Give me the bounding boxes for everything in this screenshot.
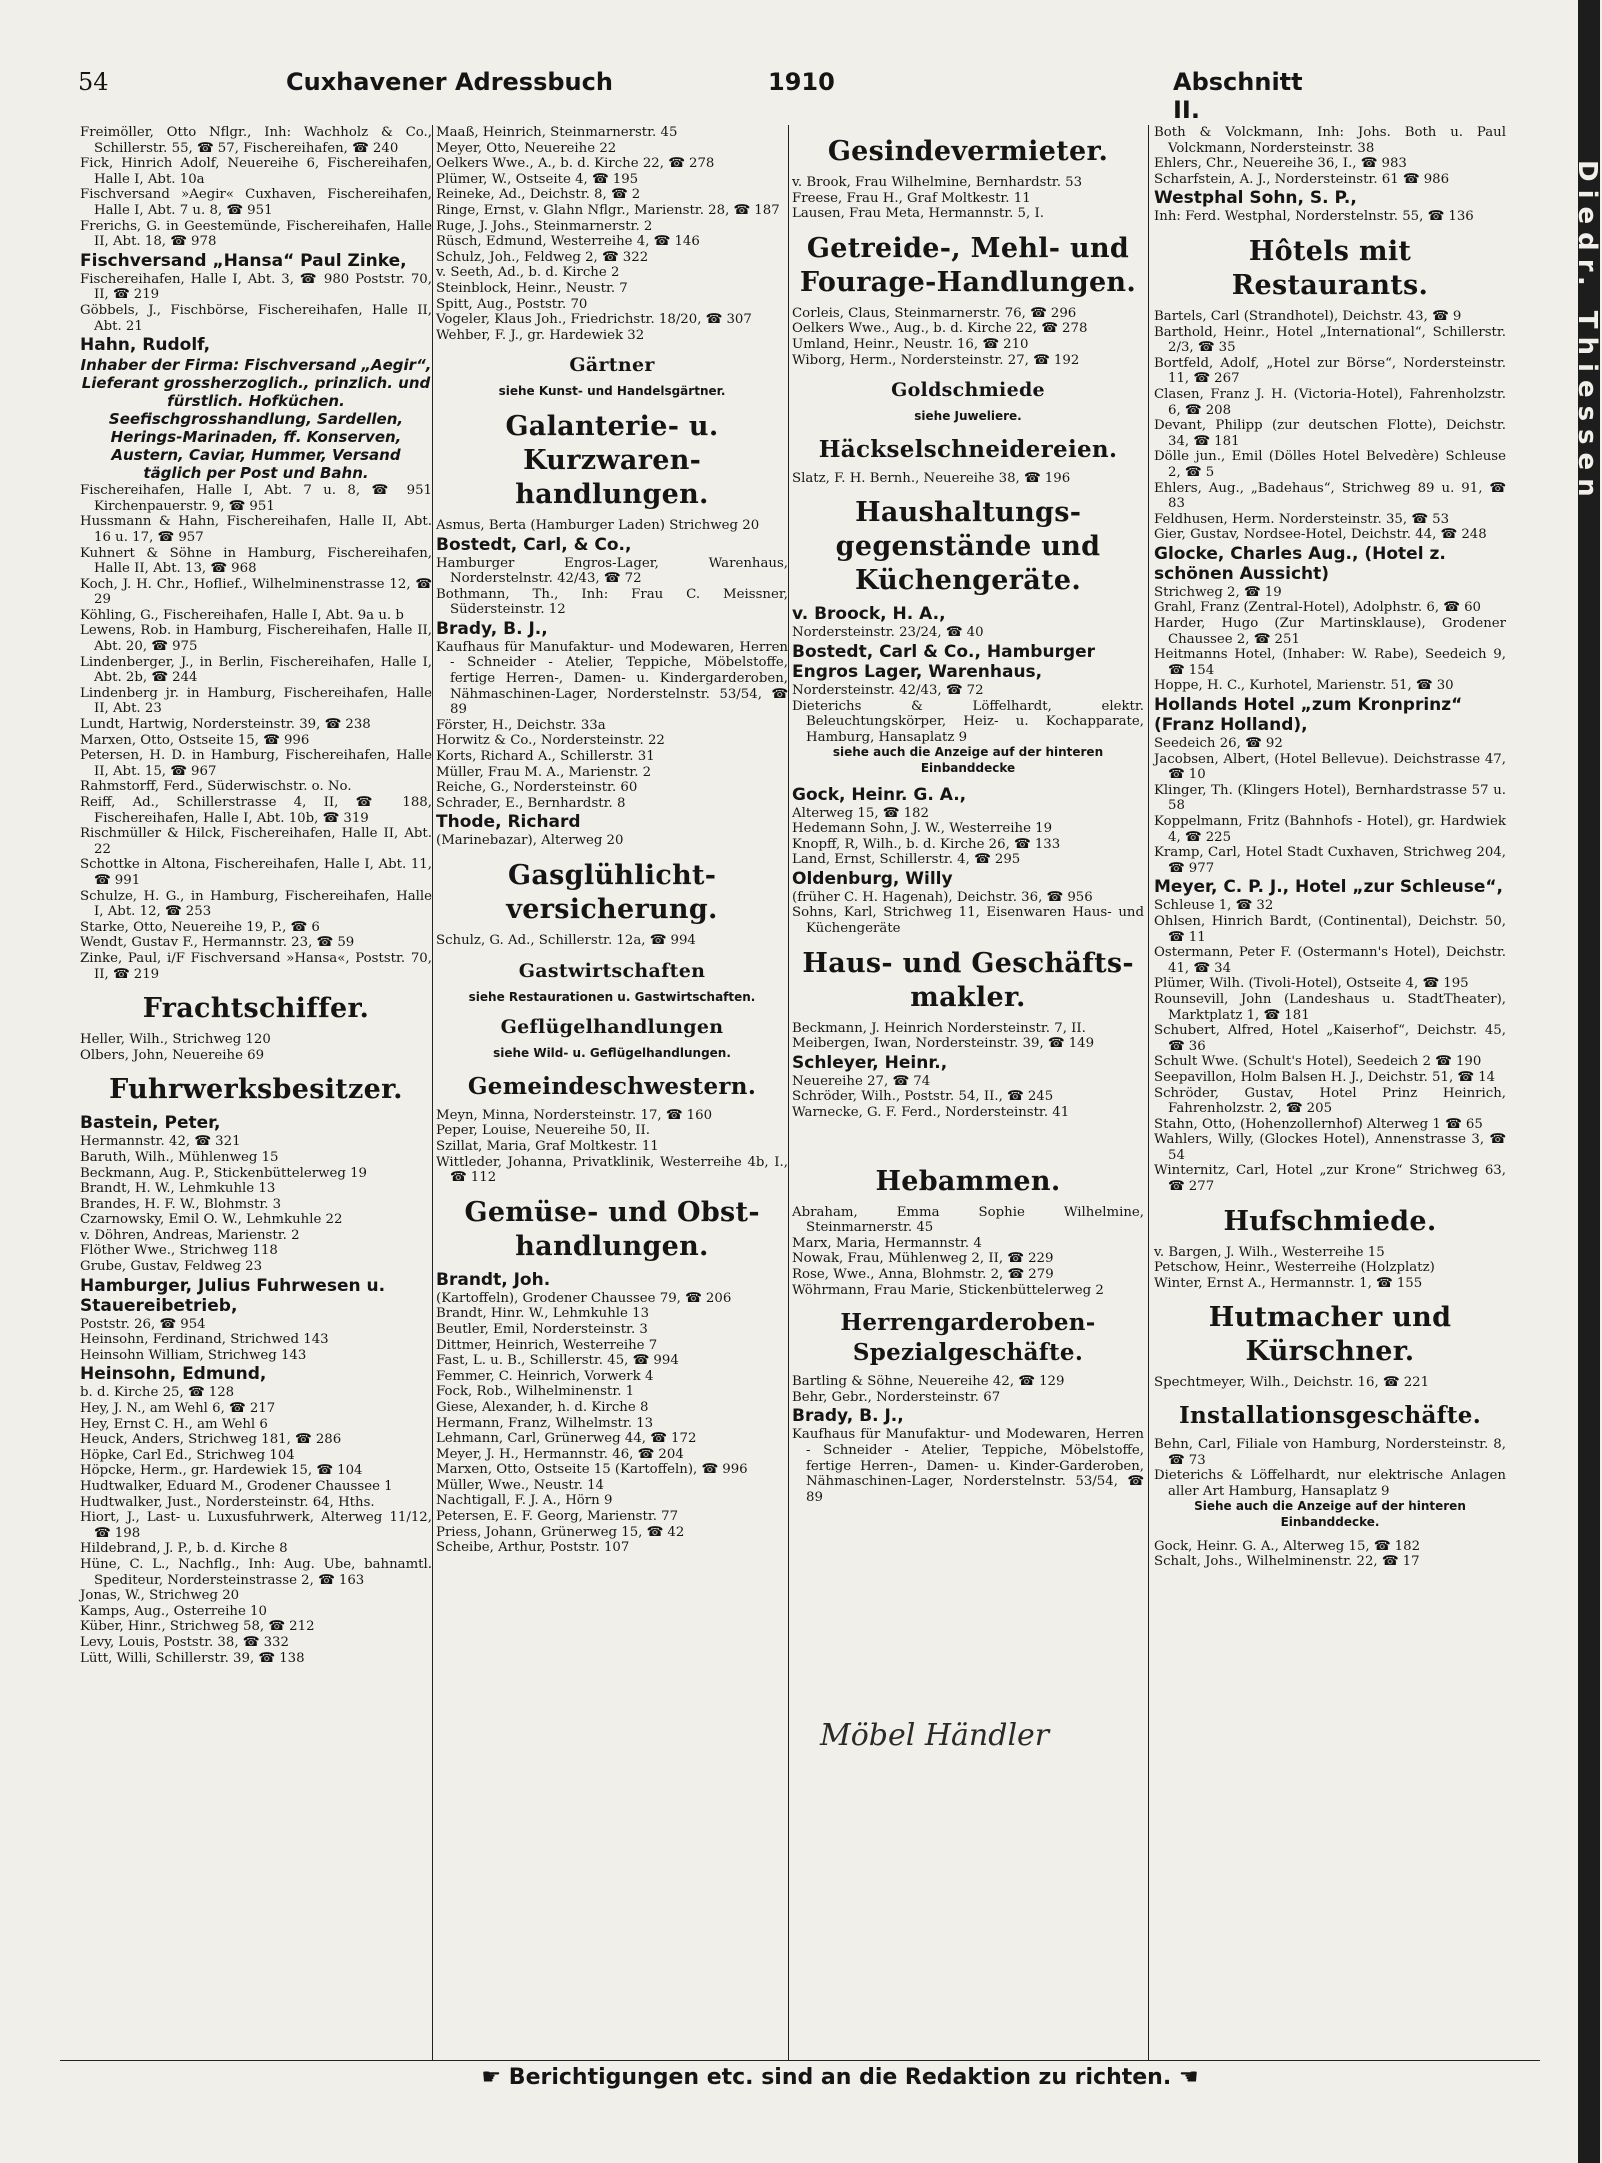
section-heading: Hebammen.: [875, 1165, 1061, 1197]
directory-entry: Müller, Frau M. A., Marienstr. 2: [436, 764, 652, 780]
featured-entry: Brady, B. J.,: [436, 618, 548, 639]
directory-entry: Hoppe, H. C., Kurhotel, Marienstr. 51, ☎ 30: [1154, 678, 1454, 694]
directory-entry: Kramp, Carl, Hotel Stadt Cuxhaven, Strichweg 204, ☎ 977: [1154, 845, 1506, 876]
directory-entry: Behr, Gebr., Nordersteinstr. 67: [792, 1389, 1001, 1405]
directory-entry: Barthold, Heinr., Hotel „International“, Schillerstr. 2/3, ☎ 35: [1154, 324, 1506, 356]
directory-entry: Schulz, G. Ad., Schillerstr. 12a, ☎ 994: [436, 933, 696, 948]
featured-entry: Gock, Heinr. G. A.,: [792, 784, 967, 805]
directory-entry: Marxen, Otto, Ostseite 15 (Kartoffeln), ☎ 996: [436, 1462, 748, 1478]
directory-entry: Ruge, J. Johs., Steinmarnerstr. 2: [436, 218, 653, 234]
section-heading: Gasglühlichtversicherung.: [506, 860, 718, 925]
directory-entry: Heitmanns Hotel, (Inhaber: W. Rabe), Seedeich 9, ☎ 154: [1154, 647, 1506, 678]
directory-entry: Winternitz, Carl, Hotel „zur Krone“ Strichweg 63, ☎ 277: [1154, 1163, 1506, 1195]
featured-entry: Schleyer, Heinr.,: [792, 1052, 948, 1073]
directory-entry: Meyn, Minna, Nordersteinstr. 17, ☎ 160: [436, 1107, 713, 1123]
directory-entry: Lehmann, Carl, Grünerweg 44, ☎ 172: [436, 1431, 697, 1447]
column-4: [1154, 125, 1506, 2060]
directory-entry: Meyer, J. H., Hermannstr. 46, ☎ 204: [436, 1446, 684, 1462]
section-heading: Haushaltungsgegenstände und Küchengeräte.: [835, 497, 1101, 597]
directory-entry: Scharfstein, A. J., Nordersteinstr. 61 ☎ 986: [1154, 171, 1450, 187]
directory-entry: Schröder, Gustav, Hotel Prinz Heinrich, Fahrenholzstr. 2, ☎ 205: [1154, 1085, 1506, 1117]
directory-entry: Beckmann, Aug. P., Stickenbüttelerweg 19: [80, 1165, 367, 1181]
section-heading: Hufschmiede.: [1223, 1205, 1437, 1237]
directory-entry: Oelkers Wwe., A., b. d. Kirche 22, ☎ 278: [436, 156, 715, 172]
page-header: [78, 68, 1303, 124]
directory-entry: Küber, Hinr., Strichweg 58, ☎ 212: [80, 1619, 315, 1635]
directory-entry: Lewens, Rob. in Hamburg, Fischereihafen, Halle II, Abt. 20, ☎ 975: [80, 623, 432, 655]
directory-entry: Winter, Ernst A., Hermannstr. 1, ☎ 155: [1154, 1275, 1423, 1291]
directory-entry: Szillat, Maria, Graf Moltkestr. 11: [436, 1138, 659, 1154]
directory-entry: Schleuse 1, ☎ 32: [1154, 898, 1274, 914]
directory-entry: Wehber, F. J., gr. Hardewiek 32: [436, 327, 645, 343]
directory-entry: Gock, Heinr. G. A., Alterweg 15, ☎ 182: [1154, 1538, 1421, 1554]
directory-entry: Freimöller, Otto Nflgr., Inh: Wachholz & Co., Schillerstr. 55, ☎ 57, Fischereihafen, ☎ 240: [80, 125, 432, 156]
directory-entry: Asmus, Berta (Hamburger Laden) Strichweg 20: [436, 517, 760, 533]
directory-entry: Lundt, Hartwig, Nordersteinstr. 39, ☎ 238: [80, 717, 371, 733]
section-heading: Hutmacher und Kürschner.: [1208, 1302, 1452, 1368]
directory-entry: Lindenberger, J., in Berlin, Fischereihafen, Halle I, Abt. 2b, ☎ 244: [80, 654, 432, 686]
directory-entry: Nowak, Frau, Mühlenweg 2, II, ☎ 229: [792, 1251, 1054, 1267]
directory-entry: Marxen, Otto, Ostseite 15, ☎ 996: [80, 732, 310, 748]
featured-entry: Hollands Hotel „zum Kronprinz“ (Franz Holland),: [1154, 695, 1463, 736]
directory-entry: Ehlers, Chr., Neuereihe 36, I., ☎ 983: [1154, 156, 1407, 172]
spacer: [792, 1121, 1144, 1155]
directory-entry: Bartels, Carl (Strandhotel), Deichstr. 43, ☎ 9: [1154, 308, 1462, 324]
directory-entry: Brandt, H. W., Lehmkuhle 13: [80, 1181, 276, 1197]
section-heading: Fuhrwerksbesitzer.: [109, 1074, 403, 1106]
directory-entry: Grahl, Franz (Zentral-Hotel), Adolphstr. 6, ☎ 60: [1154, 600, 1482, 616]
directory-entry: Hudtwalker, Just., Nordersteinstr. 64, Hths.: [80, 1494, 375, 1510]
directory-entry: Czarnowsky, Emil O. W., Lehmkuhle 22: [80, 1212, 343, 1228]
directory-entry: Strichweg 2, ☎ 19: [1154, 584, 1282, 600]
directory-entry: Schubert, Alfred, Hotel „Kaiserhof“, Deichstr. 45, ☎ 36: [1154, 1023, 1506, 1054]
footer-text: Berichtigungen etc. sind an die Redaktion zu richten.: [508, 2065, 1172, 2090]
cross-reference: siehe Wild- u. Geflügelhandlungen.: [493, 1046, 731, 1061]
directory-entry: Dölle jun., Emil (Dölles Hotel Belvedère) Schleuse 2, ☎ 5: [1154, 449, 1506, 480]
directory-entry: Zinke, Paul, i/F Fischversand »Hansa«, Poststr. 70, II, ☎ 219: [80, 950, 432, 982]
directory-entry: Bothmann, Th., Inh: Frau C. Meissner, Südersteinstr. 12: [436, 586, 788, 618]
featured-entry: Fischversand „Hansa“ Paul Zinke,: [80, 250, 407, 271]
directory-entry: Dittmer, Heinrich, Westerreihe 7: [436, 1337, 658, 1353]
featured-entry: Hahn, Rudolf,: [80, 335, 211, 356]
directory-entry: Klinger, Th. (Klingers Hotel), Bernhardstrasse 57 u. 58: [1154, 782, 1506, 814]
section-heading: Gärtner: [569, 354, 655, 377]
directory-entry: Wittleder, Johanna, Privatklinik, Westerreihe 4b, I., ☎ 112: [436, 1154, 788, 1186]
section-heading: Häckselschneidereien.: [818, 435, 1118, 463]
directory-entry: Corleis, Claus, Steinmarnerstr. 76, ☎ 296: [792, 305, 1077, 321]
directory-entry: Umland, Heinr., Neustr. 16, ☎ 210: [792, 336, 1029, 352]
directory-entry: Hey, Ernst C. H., am Wehl 6: [80, 1416, 268, 1432]
directory-entry: Heller, Wilh., Strichweg 120: [80, 1032, 271, 1048]
directory-entry: Beutler, Emil, Nordersteinstr. 3: [436, 1321, 648, 1337]
directory-entry: Scheibe, Arthur, Poststr. 107: [436, 1540, 630, 1556]
directory-entry: Slatz, F. H. Bernh., Neuereihe 38, ☎ 196: [792, 470, 1071, 486]
featured-entry: Bostedt, Carl & Co., Hamburger Engros Lager, Warenhaus,: [792, 641, 1096, 682]
directory-entry: Kamps, Aug., Osterreihe 10: [80, 1603, 267, 1619]
featured-entry: Glocke, Charles Aug., (Hotel z. schönen Aussicht): [1154, 543, 1446, 584]
directory-entry: Hiort, J., Last- u. Luxusfuhrwerk, Alterweg 11/12, ☎ 198: [80, 1510, 432, 1541]
directory-entry: Olbers, John, Neuereihe 69: [80, 1047, 265, 1063]
directory-entry: Hey, J. N., am Wehl 6, ☎ 217: [80, 1401, 276, 1417]
directory-entry: Ehlers, Aug., „Badehaus“, Strichweg 89 u. 91, ☎ 83: [1154, 480, 1506, 512]
directory-entry: Ohlsen, Hinrich Bardt, (Continental), Deichstr. 50, ☎ 11: [1154, 913, 1506, 945]
directory-entry: Baruth, Wilh., Mühlenweg 15: [80, 1149, 279, 1165]
directory-entry: Fischereihafen, Halle I, Abt. 7 u. 8, ☎ 951 Kirchenpauerstr. 9, ☎ 951: [80, 483, 432, 514]
edge-text: Diedr. Thiessen: [1572, 160, 1602, 505]
directory-entry: Lindenberg jr. in Hamburg, Fischereihafen, Halle II, Abt. 23: [80, 685, 432, 717]
directory-entry: Knopff, R, Wilh., b. d. Kirche 26, ☎ 133: [792, 836, 1061, 852]
directory-entry: Steinblock, Heinr., Neustr. 7: [436, 280, 628, 296]
directory-entry: Gier, Gustav, Nordsee-Hotel, Deichstr. 44, ☎ 248: [1154, 527, 1487, 543]
directory-entry: Rahmstorff, Ferd., Süderwischstr. o. No.: [80, 779, 352, 795]
directory-entry: (Marinebazar), Alterweg 20: [436, 833, 624, 849]
directory-entry: Schottke in Altona, Fischereihafen, Halle I, Abt. 11, ☎ 991: [80, 857, 432, 888]
cross-reference: Siehe auch die Anzeige auf der hinteren Einbanddecke.: [1194, 1499, 1466, 1529]
directory-entry: Jacobsen, Albert, (Hotel Bellevue). Deichstrasse 47, ☎ 10: [1154, 751, 1506, 783]
footer-divider: [60, 2060, 1540, 2061]
directory-entry: Femmer, C. Heinrich, Vorwerk 4: [436, 1368, 654, 1384]
directory-entry: Rose, Wwe., Anna, Blohmstr. 2, ☎ 279: [792, 1267, 1054, 1282]
directory-entry: Flöther Wwe., Strichweg 118: [80, 1243, 278, 1259]
section-heading: Galanterie- u. Kurzwarenhandlungen.: [505, 410, 719, 510]
directory-entry: Spitt, Aug., Poststr. 70: [436, 296, 588, 312]
directory-entry: Nachtigall, F. J. A., Hörn 9: [436, 1493, 613, 1509]
directory-entry: Dieterichs & Löffelhardt, elektr. Beleuchtungskörper, Heiz- u. Kochapparate, Hamburg, Hansaplatz 9: [792, 698, 1144, 745]
featured-entry: Hamburger, Julius Fuhrwesen u. Stauereibetrieb,: [80, 1275, 386, 1316]
directory-entry: Hamburger Engros-Lager, Warenhaus, Norderstelnstr. 42/43, ☎ 72: [436, 555, 788, 587]
directory-entry: Petersen, E. F. Georg, Marienstr. 77: [436, 1509, 679, 1525]
directory-entry: Brandt, Hinr. W., Lehmkuhle 13: [436, 1306, 650, 1322]
featured-entry: Thode, Richard: [436, 812, 581, 833]
featured-entry: Westphal Sohn, S. P.,: [1154, 188, 1357, 209]
directory-entry: Fischereihafen, Halle I, Abt. 3, ☎ 980 Poststr. 70, II, ☎ 219: [80, 271, 432, 303]
section-heading: Gastwirtschaften: [518, 959, 706, 982]
directory-entry: Schulz, Joh., Feldweg 2, ☎ 322: [436, 249, 649, 265]
directory-entry: Wöhrmann, Frau Marie, Stickenbüttelerweg 2: [792, 1282, 1104, 1298]
directory-entry: Wahlers, Willy, (Glockes Hotel), Annenstrasse 3, ☎ 54: [1154, 1132, 1506, 1163]
directory-entry: Hudtwalker, Eduard M., Grodener Chaussee 1: [80, 1479, 393, 1494]
directory-entry: Plümer, W., Ostseite 4, ☎ 195: [436, 171, 639, 187]
directory-entry: Hüne, C. L., Nachflg., Inh: Aug. Ube, bahnamtl. Spediteur, Nordersteinstrasse 2, ☎ 163: [80, 1556, 432, 1588]
directory-entry: Warnecke, G. F. Ferd., Nordersteinstr. 41: [792, 1105, 1070, 1121]
section-heading: Herrengarderoben-Spezialgeschäfte.: [840, 1309, 1096, 1367]
page-number: 54: [78, 68, 109, 96]
directory-entry: Seedeich 26, ☎ 92: [1154, 736, 1283, 752]
directory-entry: Müller, Wwe., Neustr. 14: [436, 1477, 605, 1493]
directory-entry: Bortfeld, Adolf, „Hotel zur Börse“, Nordersteinstr. 11, ☎ 267: [1154, 355, 1506, 387]
directory-entry: Sohns, Karl, Strichweg 11, Eisenwaren Haus- und Küchengeräte: [792, 905, 1144, 937]
section-heading: Getreide-, Mehl- und Fourage-Handlungen.: [799, 232, 1137, 298]
directory-entry: Hermannstr. 42, ☎ 321: [80, 1134, 241, 1150]
directory-entry: Clasen, Franz J. H. (Victoria-Hotel), Fahrenholzstr. 6, ☎ 208: [1154, 386, 1506, 418]
directory-entry: Nordersteinstr. 42/43, ☎ 72: [792, 682, 984, 698]
directory-entry: Meibergen, Iwan, Nordersteinstr. 39, ☎ 149: [792, 1036, 1095, 1052]
directory-entry: Petersen, H. D. in Hamburg, Fischereihafen, Halle II, Abt. 15, ☎ 967: [80, 748, 432, 779]
directory-entry: Meyer, Otto, Neuereihe 22: [436, 140, 617, 156]
directory-entry: v. Seeth, Ad., b. d. Kirche 2: [436, 265, 620, 281]
cross-reference: siehe Kunst- und Handelsgärtner.: [498, 384, 726, 399]
section-heading: Installationsgeschäfte.: [1178, 1402, 1482, 1430]
year: 1910: [768, 68, 835, 96]
directory-entry: Höpke, Carl Ed., Strichweg 104: [80, 1447, 295, 1463]
column-divider: [788, 125, 789, 2060]
directory-entry: Spechtmeyer, Wilh., Deichstr. 16, ☎ 221: [1154, 1375, 1430, 1391]
directory-entry: Höpcke, Herm., gr. Hardewiek 15, ☎ 104: [80, 1463, 363, 1479]
directory-entry: Grube, Gustav, Feldweg 23: [80, 1259, 263, 1275]
directory-entry: Oelkers Wwe., Aug., b. d. Kirche 22, ☎ 278: [792, 321, 1088, 337]
directory-entry: Koppelmann, Fritz (Bahnhofs - Hotel), gr. Hardwiek 4, ☎ 225: [1154, 814, 1506, 845]
column-divider: [432, 125, 433, 2060]
section-heading: Frachtschiffer.: [142, 993, 370, 1025]
cross-reference: siehe auch die Anzeige auf der hinteren Einbanddecke: [832, 745, 1104, 775]
directory-entry: Plümer, Wilh. (Tivoli-Hotel), Ostseite 4, ☎ 195: [1154, 976, 1469, 992]
directory-entry: Köhling, G., Fischereihafen, Halle I, Abt. 9a u. b: [80, 607, 404, 623]
page-footer: [390, 2065, 1290, 2099]
directory-entry: Horwitz & Co., Nordersteinstr. 22: [436, 733, 665, 749]
section-heading: Geflügelhandlungen: [500, 1016, 724, 1039]
directory-entry: Hedemann Sohn, J. W., Westerreihe 19: [792, 821, 1053, 837]
directory-entry: Heuck, Anders, Strichweg 181, ☎ 286: [80, 1432, 342, 1448]
column-divider: [1148, 125, 1149, 2060]
directory-entry: Koch, J. H. Chr., Hoflief., Wilhelminenstrasse 12, ☎ 29: [80, 576, 432, 608]
advert-text: Inhaber der Firma: Fischversand „Aegir“, Lieferant grossherzoglich., prinzlich. und fürstlich. Hofküchen. Seefischgrosshandlung, Sardellen, Herings-Marinaden, ff. Konserven, Austern, Caviar, Hummer, Versand täglich per Post und Bahn.: [80, 356, 432, 483]
directory-entry: Rüsch, Edmund, Westerreihe 4, ☎ 146: [436, 234, 700, 250]
directory-entry: Kuhnert & Söhne in Hamburg, Fischereihafen, Halle II, Abt. 13, ☎ 968: [80, 545, 432, 577]
directory-entry: Poststr. 26, ☎ 954: [80, 1316, 206, 1332]
cross-reference: siehe Juweliere.: [914, 409, 1022, 424]
directory-entry: Starke, Otto, Neuereihe 19, P., ☎ 6: [80, 919, 320, 935]
directory-entry: Fast, L. u. B., Schillerstr. 45, ☎ 994: [436, 1353, 679, 1369]
section-label: Abschnitt II.: [1173, 68, 1303, 124]
directory-entry: Behn, Carl, Filiale von Hamburg, Nordersteinstr. 8, ☎ 73: [1154, 1437, 1506, 1468]
directory-entry: v. Brook, Frau Wilhelmine, Bernhardstr. 53: [792, 175, 1083, 190]
directory-entry: Alterweg 15, ☎ 182: [792, 805, 929, 821]
directory-entry: Reineke, Ad., Deichstr. 8, ☎ 2: [436, 187, 641, 203]
directory-entry: (Kartoffeln), Grodener Chaussee 79, ☎ 206: [436, 1290, 732, 1306]
handwritten-note: Möbel Händler: [820, 1718, 1050, 1753]
section-heading: Hôtels mit Restaurants.: [1231, 235, 1429, 301]
directory-entry: v. Bargen, J. Wilh., Westerreihe 15: [1154, 1244, 1385, 1260]
directory-entry: Bartling & Söhne, Neuereihe 42, ☎ 129: [792, 1374, 1065, 1390]
column-1: [80, 125, 432, 2060]
directory-entry: Priess, Johann, Grünerweg 15, ☎ 42: [436, 1524, 685, 1540]
directory-entry: Brandes, H. F. W., Blohmstr. 3: [80, 1196, 282, 1212]
directory-entry: Kaufhaus für Manufaktur- und Modewaren, Herren - Schneider - Atelier, Teppiche, Möbelstoffe, fertige Herren-, Damen- u. Kindergarderoben, Nähmaschinen-Lager, Norderstelnstr. 53/54, ☎ 89: [436, 639, 788, 718]
directory-entry: Both & Volckmann, Inh: Johs. Both u. Paul Volckmann, Nordersteinstr. 38: [1154, 125, 1506, 156]
directory-entry: Vogeler, Klaus Joh., Friedrichstr. 18/20, ☎ 307: [436, 312, 752, 328]
featured-entry: Heinsohn, Edmund,: [80, 1364, 267, 1385]
directory-entry: Giese, Alexander, h. d. Kirche 8: [436, 1399, 649, 1415]
directory-entry: Lausen, Frau Meta, Hermannstr. 5, I.: [792, 206, 1044, 222]
featured-entry: Oldenburg, Willy: [792, 868, 953, 889]
section-heading: Gemeindeschwestern.: [467, 1072, 757, 1100]
directory-entry: Devant, Philipp (zur deutschen Flotte), Deichstr. 34, ☎ 181: [1154, 418, 1506, 449]
section-heading: Gesindevermieter.: [827, 136, 1109, 167]
directory-entry: Fick, Hinrich Adolf, Neuereihe 6, Fischereihafen, Halle I, Abt. 10a: [80, 156, 432, 187]
featured-entry: Meyer, C. P. J., Hotel „zur Schleuse“,: [1154, 877, 1503, 898]
column-2: [436, 125, 788, 2060]
directory-entry: Rischmüller & Hilck, Fischereihafen, Halle II, Abt. 22: [80, 826, 432, 857]
column-3: [792, 125, 1144, 2060]
directory-entry: Korts, Richard A., Schillerstr. 31: [436, 749, 655, 765]
directory-entry: Beckmann, J. Heinrich Nordersteinstr. 7, II.: [792, 1020, 1086, 1036]
directory-entry: Schulze, H. G., in Hamburg, Fischereihafen, Halle I, Abt. 12, ☎ 253: [80, 888, 432, 920]
directory-entry: Nordersteinstr. 23/24, ☎ 40: [792, 625, 984, 641]
directory-entry: Ostermann, Peter F. (Ostermann's Hotel), Deichstr. 41, ☎ 34: [1154, 945, 1506, 976]
section-heading: Gemüse- und Obsthandlungen.: [464, 1196, 760, 1262]
featured-entry: v. Broock, H. A.,: [792, 604, 946, 625]
featured-entry: Brandt, Joh.: [436, 1269, 551, 1290]
directory-entry: Schrader, E., Bernhardstr. 8: [436, 795, 626, 811]
directory-entry: Feldhusen, Herm. Nordersteinstr. 35, ☎ 53: [1154, 511, 1450, 527]
directory-entry: Lütt, Willi, Schillerstr. 39, ☎ 138: [80, 1650, 305, 1666]
directory-entry: v. Döhren, Andreas, Marienstr. 2: [80, 1227, 300, 1243]
book-title: Cuxhavener Adressbuch: [286, 68, 613, 96]
directory-entry: Reiche, G., Nordersteinstr. 60: [436, 780, 638, 796]
directory-entry: Peper, Louise, Neuereihe 50, II.: [436, 1123, 650, 1139]
directory-entry: Freese, Frau H., Graf Moltkestr. 11: [792, 190, 1031, 206]
directory-entry: Maaß, Heinrich, Steinmarnerstr. 45: [436, 125, 678, 140]
directory-entry: Neuereihe 27, ☎ 74: [792, 1073, 931, 1089]
directory-entry: Hussmann & Hahn, Fischereihafen, Halle II, Abt. 16 u. 17, ☎ 957: [80, 514, 432, 545]
directory-entry: b. d. Kirche 25, ☎ 128: [80, 1385, 235, 1401]
directory-entry: Heinsohn William, Strichweg 143: [80, 1347, 307, 1363]
pointing-hand-icon: ☚: [1171, 2065, 1199, 2090]
directory-entry: Dieterichs & Löffelhardt, nur elektrische Anlagen aller Art Hamburg, Hansaplatz 9: [1154, 1468, 1506, 1499]
directory-entry: Fischversand »Aegir« Cuxhaven, Fischereihafen, Halle I, Abt. 7 u. 8, ☎ 951: [80, 187, 432, 218]
directory-entry: Seepavillon, Holm Balsen H. J., Deichstr. 51, ☎ 14: [1154, 1069, 1496, 1085]
directory-entry: Petschow, Heinr., Westerreihe (Holzplatz): [1154, 1260, 1435, 1276]
directory-entry: Wendt, Gustav F., Hermannstr. 23, ☎ 59: [80, 935, 355, 951]
directory-entry: Frerichs, G. in Geestemünde, Fischereihafen, Halle II, Abt. 18, ☎ 978: [80, 218, 432, 250]
directory-entry: Harder, Hugo (Zur Martinsklause), Grodener Chaussee 2, ☎ 251: [1154, 616, 1506, 647]
directory-entry: Schalt, Johs., Wilhelminenstr. 22, ☎ 17: [1154, 1554, 1420, 1570]
section-heading: Goldschmiede: [891, 379, 1045, 402]
directory-entry: Ringe, Ernst, v. Glahn Nflgr., Marienstr. 28, ☎ 187: [436, 202, 780, 218]
directory-entry: Förster, H., Deichstr. 33a: [436, 717, 606, 733]
directory-entry: Heinsohn, Ferdinand, Strichwed 143: [80, 1332, 329, 1348]
featured-entry: Bostedt, Carl, & Co.,: [436, 534, 632, 555]
cross-reference: siehe Restaurationen u. Gastwirtschaften.: [468, 989, 756, 1004]
directory-entry: Kaufhaus für Manufaktur- und Modewaren, Herren - Schneider - Atelier, Teppiche, Möbelstoffe, fertige Herren-, Damen- u. Kinder-Garderoben, Nähmaschinen-Lager, Norderstelnstr. 53/54, ☎ 89: [792, 1427, 1144, 1505]
directory-entry: Fock, Rob., Wilhelminenstr. 1: [436, 1384, 635, 1400]
featured-entry: Brady, B. J.,: [792, 1406, 904, 1427]
directory-entry: Levy, Louis, Poststr. 38, ☎ 332: [80, 1634, 289, 1650]
pointing-hand-icon: ☛: [481, 2065, 509, 2090]
directory-entry: Hildebrand, J. P., b. d. Kirche 8: [80, 1541, 288, 1557]
directory-entry: Jonas, W., Strichweg 20: [80, 1588, 240, 1604]
directory-entry: (früher C. H. Hagenah), Deichstr. 36, ☎ 956: [792, 889, 1093, 905]
directory-entry: Hermann, Franz, Wilhelmstr. 13: [436, 1415, 654, 1431]
directory-entry: Wiborg, Herm., Nordersteinstr. 27, ☎ 192: [792, 352, 1080, 368]
directory-entry: Abraham, Emma Sophie Wilhelmine, Steinmarnerstr. 45: [792, 1204, 1144, 1236]
scan-edge: [1572, 0, 1602, 2163]
directory-entry: Schult Wwe. (Schult's Hotel), Seedeich 2 ☎ 190: [1154, 1054, 1482, 1070]
section-heading: Haus- und Geschäftsmakler.: [802, 947, 1134, 1013]
directory-entry: Göbbels, J., Fischbörse, Fischereihafen, Halle II, Abt. 21: [80, 302, 432, 334]
directory-entry: Land, Ernst, Schillerstr. 4, ☎ 295: [792, 852, 1021, 868]
directory-entry: Stahn, Otto, (Hohenzollernhof) Alterweg 1 ☎ 65: [1154, 1116, 1483, 1132]
featured-entry: Bastein, Peter,: [80, 1113, 221, 1134]
directory-entry: Marx, Maria, Hermannstr. 4: [792, 1235, 982, 1251]
directory-entry: Reiff, Ad., Schillerstrasse 4, II, ☎ 188, Fischereihafen, Halle I, Abt. 10b, ☎ 319: [80, 795, 432, 826]
directory-entry: Schröder, Wilh., Poststr. 54, II., ☎ 245: [792, 1089, 1054, 1105]
directory-entry: Rounsevill, John (Landeshaus u. StadtTheater), Marktplatz 1, ☎ 181: [1154, 991, 1506, 1023]
directory-entry: Inh: Ferd. Westphal, Norderstelnstr. 55, ☎ 136: [1154, 209, 1474, 225]
